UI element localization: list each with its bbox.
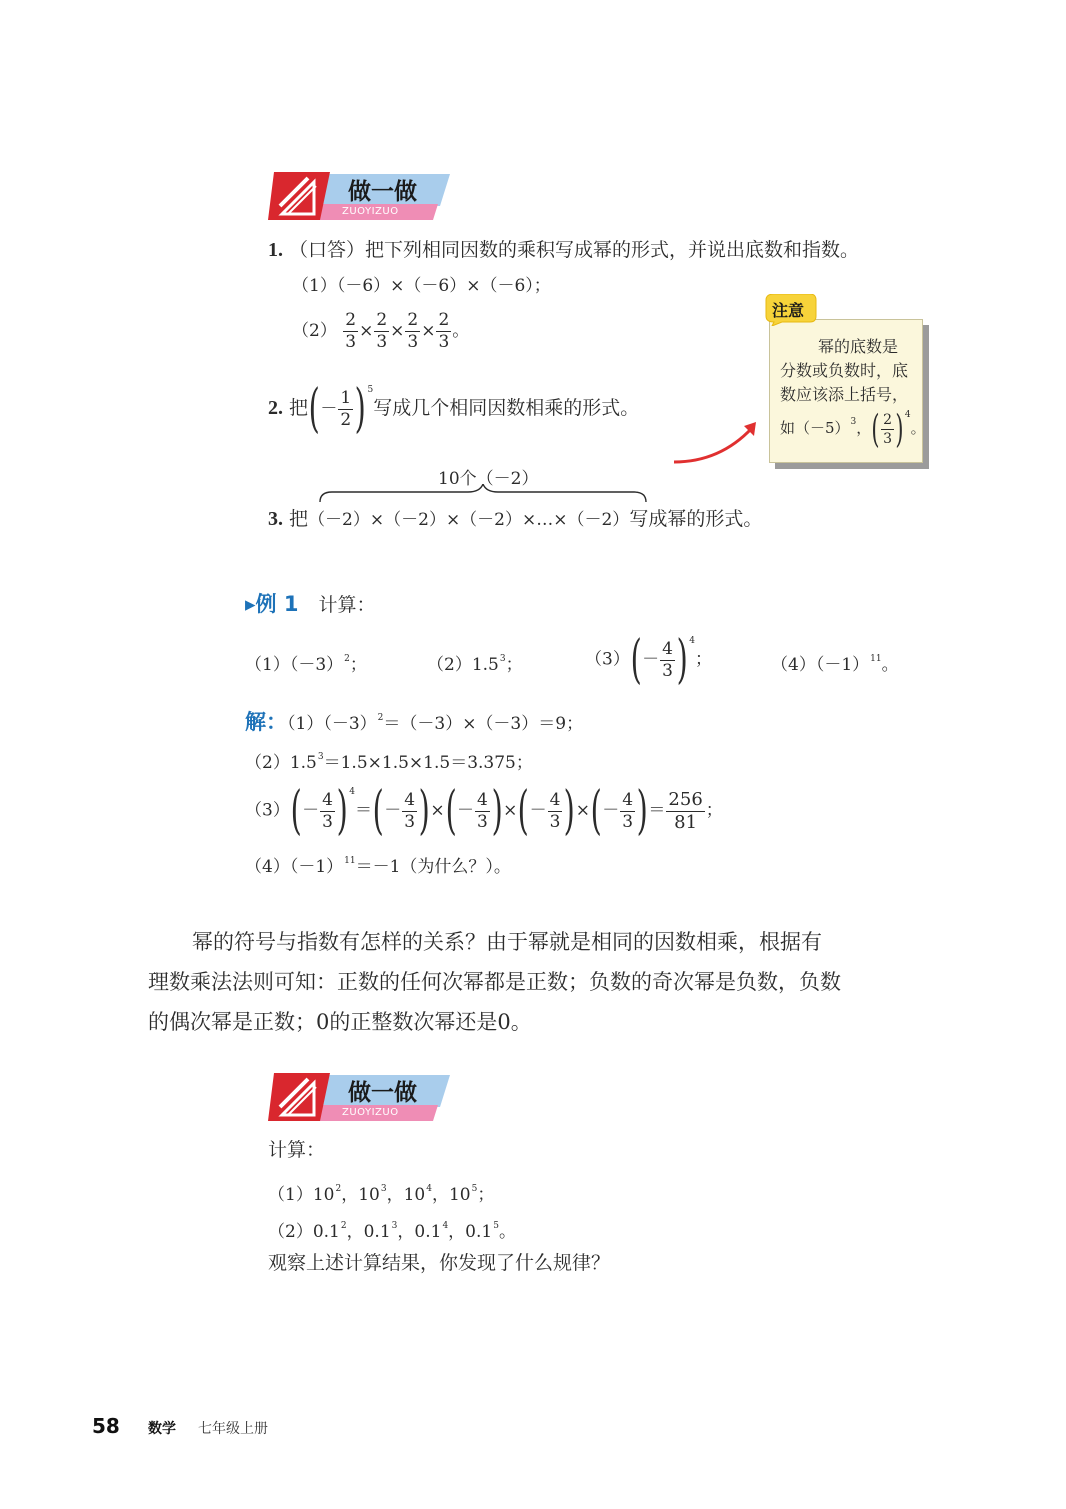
badge-subtitle: ZUOYIZUO: [342, 206, 399, 217]
page-number: 58: [92, 1414, 120, 1438]
practice-q3: [268, 509, 762, 529]
exponent: 3: [850, 417, 857, 427]
fraction: $\frac{2}{3}$: [407, 310, 419, 352]
note-line: 幂的底数是: [818, 337, 899, 356]
subject-label: 数学: [148, 1421, 176, 1437]
question-text: 写成幂的形式。: [629, 508, 763, 530]
paragraph-line-2: 理数乘法法则可知：正数的任何次幂都是正数；负数的奇次幂是负数，负数: [148, 970, 841, 994]
practice-q1: [268, 240, 859, 260]
fraction: $\frac{2}{3}$: [376, 310, 388, 352]
times-sign: ×: [421, 321, 436, 341]
badge-title: 做一做: [348, 179, 417, 205]
end-mark: 。: [452, 321, 470, 341]
note-line: 分数或负数时，底: [780, 361, 909, 380]
minus-sign: －: [320, 399, 338, 419]
fraction: $\frac{2}{3}$: [345, 310, 357, 352]
product-expression: （－2）×（－2）×（－2）×…×（－2）: [308, 510, 630, 530]
note-line-example: 如$(-5)^3$，( $\frac{2}{3}$ )$^4$。: [780, 407, 926, 451]
zuoyizuo-badge: [268, 1071, 450, 1123]
practice-q1-item2: [292, 312, 469, 351]
badge-subtitle: ZUOYIZUO: [342, 1107, 399, 1118]
solution-line-3: （3）(－ $\frac{4}{3}$ ) $^4$＝(－ $\frac{4}{3}$ )×(－ $\frac{4}{3}$ )×(－ $\frac{4}{3}$ )×(－ $\frac{4}{3}$ )＝ $\frac{256}{81}$ ；: [245, 781, 723, 841]
question-text: 写成几个相同因数相乘的形式。: [373, 397, 640, 419]
example-problems: [245, 630, 925, 690]
badge-title: 做一做: [348, 1080, 417, 1106]
question-text: （口答）把下列相同因数的乘积写成幂的形式，并说出底数和指数。: [289, 239, 860, 261]
solution-label: 解：: [245, 710, 287, 734]
practice2-question: 观察上述计算结果，你发现了什么规律？: [268, 1252, 611, 1274]
item-expression: （－6）×（－6）×（－6）；: [336, 276, 551, 296]
exponent: 4: [904, 410, 911, 420]
example-problem-3: （3）(－ $\frac{4}{3}$ ) $^4$；: [585, 630, 712, 690]
note-box: [769, 319, 926, 463]
fraction: $\frac{2}{3}$: [438, 310, 450, 352]
item-label: （1）: [292, 276, 337, 296]
solution-line-1: 解：$(1)(-3)^2=(-3)\times(-3)=9$；: [245, 710, 584, 734]
paragraph-line-1: 幂的符号与指数有怎样的关系？由于幂就是相同的因数相乘，根据有: [192, 930, 822, 954]
example-label: ▸例 1: [245, 592, 299, 616]
fraction: $\frac{1}{2}$: [340, 387, 352, 430]
practice2-line-2: $(2)0.1^2$，$0.1^3$，$0.1^4$，$0.1^5$。: [268, 1221, 516, 1242]
item-label: （2）: [292, 321, 337, 341]
question-text: 把: [289, 397, 309, 419]
arrow-icon: [670, 418, 760, 470]
note-title: [762, 294, 818, 326]
question-number: 2.: [268, 397, 283, 419]
question-number: 3.: [268, 508, 283, 530]
book-label: 七年级上册: [198, 1421, 268, 1437]
note-text: ，: [856, 419, 872, 437]
practice2-title: 计算：: [268, 1139, 326, 1161]
practice2-line-1: $(1)10^2$，$10^3$，$10^4$，$10^5$；: [268, 1184, 495, 1205]
practice-q2: 2. 把(－ $\frac{1}{2}$ ) $^5$写成几个相同因数相乘的形式。: [268, 379, 640, 439]
note-title-text: 注意: [772, 301, 805, 320]
times-sign: ×: [390, 321, 405, 341]
question-text: 把: [289, 508, 309, 530]
times-sign: ×: [359, 321, 374, 341]
example-title: 计算：: [318, 594, 376, 616]
example-problem-1: $(1)(-3)^2$；: [245, 654, 367, 675]
zuoyizuo-badge: [268, 170, 450, 222]
brace-label: 10个（－2）: [438, 469, 539, 489]
example-heading: [245, 594, 376, 615]
note-text: 如（－5）: [780, 419, 850, 437]
practice-q1-item1: [292, 278, 551, 295]
solution-line-4: $(4)(-1)^{11}=-1$（为什么？）。: [245, 856, 511, 877]
exponent: 5: [367, 385, 374, 395]
note-text: 。: [910, 419, 926, 437]
overbrace: [318, 484, 648, 504]
note-line: 数应该添上括号，: [780, 385, 909, 404]
example-problem-2: $(2)1.5^3$；: [427, 654, 523, 675]
paragraph-line-3: 的偶次幂是正数；0的正整数次幂还是0。: [148, 1010, 532, 1034]
solution-line-2: $(2)1.5^3=1.5\times 1.5\times 1.5=3.375$；: [245, 752, 533, 773]
fraction: $\frac{2}{3}$: [883, 411, 893, 447]
question-number: 1.: [268, 239, 283, 261]
example-problem-4: $(4)(-1)^{11}$。: [771, 654, 899, 675]
